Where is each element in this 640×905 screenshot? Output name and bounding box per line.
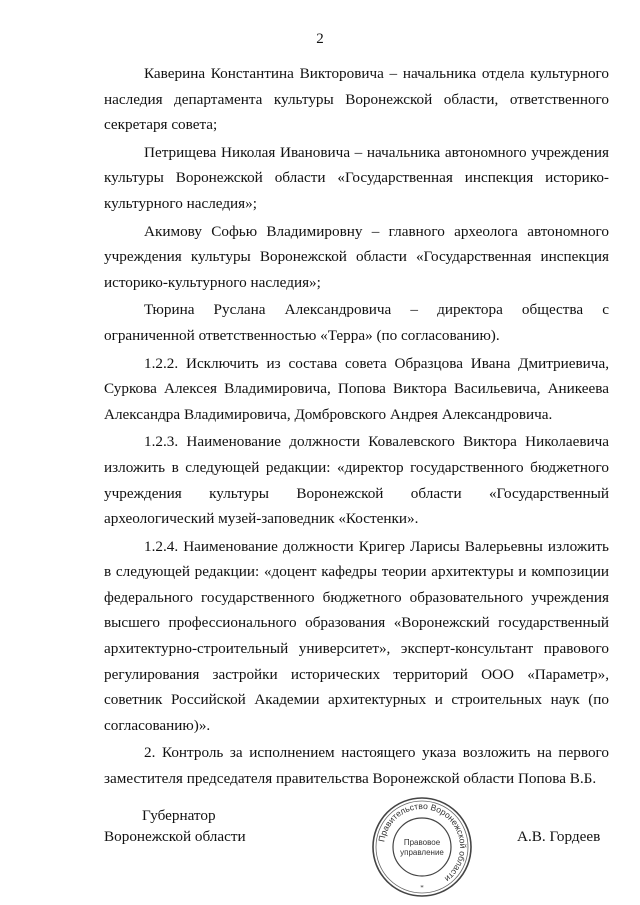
signer-title-line2: Воронежской области	[104, 828, 246, 845]
page-number: 2	[316, 31, 324, 47]
paragraph-member-petrishchev: Петрищева Николая Ивановича – начальника автономного учреждения культуры Воронежской области «Государственная инспекция историко-культурного наследия»;	[104, 143, 609, 212]
document-body	[104, 61, 609, 794]
paragraph-clause-1-2-2: 1.2.2. Исключить из состава совета Образцова Ивана Дмитриевича, Суркова Алексея Владимировича, Попова Виктора Васильевича, Аникеева Александра Владимировича, Домбровского Андрея Александровича.	[104, 354, 609, 423]
paragraph-member-kaverin: Каверина Константина Викторовича – начальника отдела культурного наследия департамента культуры Воронежской области, ответственного секретаря совета;	[104, 65, 609, 134]
stamp-star-icon: *	[420, 884, 424, 892]
signer-title-line1: Губернатор	[142, 807, 216, 824]
signer-name: А.В. Гордеев	[517, 828, 601, 845]
paragraph-member-tyurin: Тюрина Руслана Александровича – директора общества с ограниченной ответственностью «Терра» (по согласованию).	[104, 301, 609, 344]
paragraph-member-akimova: Акимову Софью Владимировну – главного археолога автономного учреждения культуры Воронежской области «Государственная инспекция историко-культурного наследия»;	[104, 222, 609, 291]
stamp-center-line2: управление	[400, 848, 444, 857]
stamp-ring-text: Правительство Воронежской области	[376, 800, 469, 885]
signer-title	[104, 805, 246, 847]
stamp-seal-graphic	[371, 796, 473, 898]
official-stamp	[371, 796, 473, 898]
paragraph-clause-1-2-3: 1.2.3. Наименование должности Ковалевского Виктора Николаевича изложить в следующей редакции: «директор государственного бюджетного учреждения культуры Воронежской области «Государственный археологический музей-заповедник «Костенки».	[104, 433, 609, 528]
paragraph-clause-1-2-4: 1.2.4. Наименование должности Кригер Ларисы Валерьевны изложить в следующей редакции: «доцент кафедры теории архитектуры и композиции федерального государственного бюджетного образовательного учреждения высшего профессионального образования «Воронежский государственный архитектурно-строительный университет», эксперт-консультант правового регулирования застройки исторических территорий ООО «Параметр», советник Российской Академии архитектурных и строительных наук (по согласованию)».	[104, 537, 609, 734]
stamp-center-line1: Правовое	[403, 838, 441, 847]
paragraph-clause-2: 2. Контроль за исполнением настоящего указа возложить на первого заместителя председателя правительства Воронежской области Попова В.Б.	[104, 744, 609, 788]
